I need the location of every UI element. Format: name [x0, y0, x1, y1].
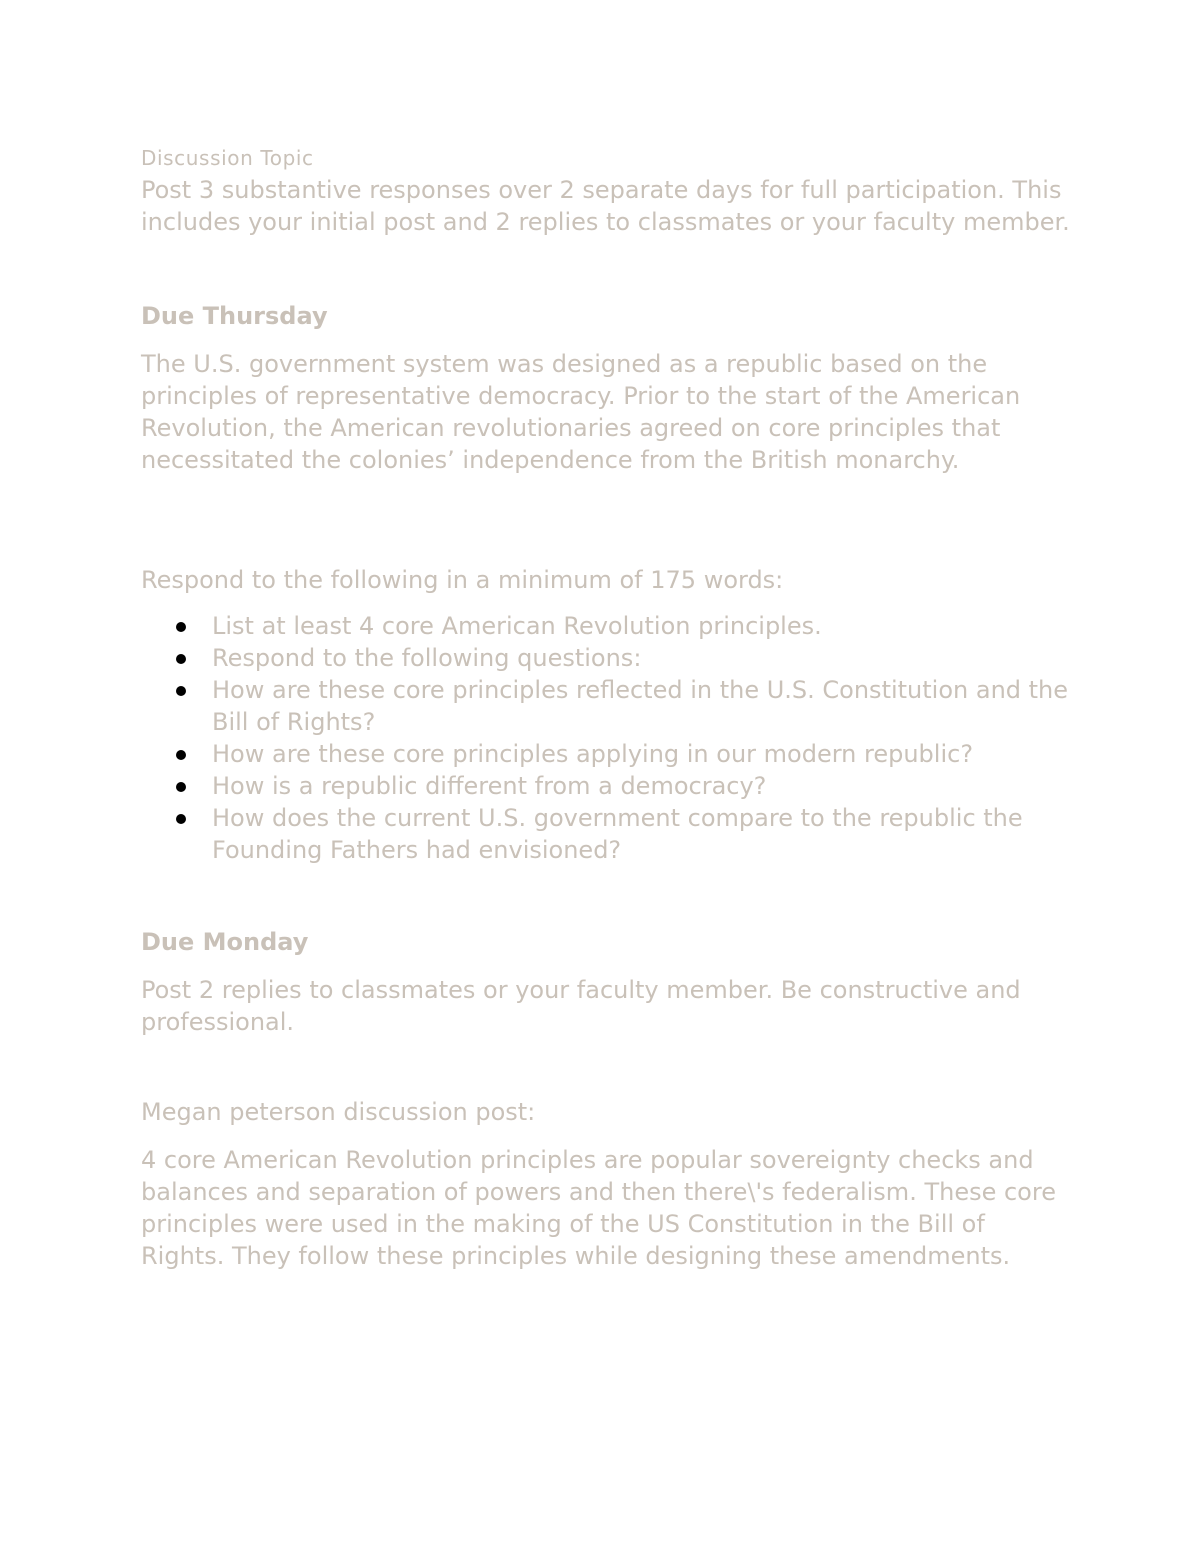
list-item [141, 642, 1071, 674]
respond-prompt: Respond to the following in a minimum of 175 words: [141, 566, 784, 594]
bullet-icon [176, 654, 186, 664]
list-item-text: Respond to the following questions: [212, 644, 642, 672]
discussion-topic-label: Discussion Topic [141, 146, 314, 170]
list-item-text: How are these core principles applying in our modern republic? [212, 740, 974, 768]
list-item [141, 770, 1071, 802]
bullet-icon [176, 686, 186, 696]
list-item [141, 738, 1071, 770]
list-item [141, 610, 1071, 642]
bullet-icon [176, 622, 186, 632]
post-title: Megan peterson discussion post: [141, 1098, 536, 1126]
bullet-icon [176, 750, 186, 760]
list-item-text: How is a republic different from a democracy? [212, 772, 767, 800]
bullet-icon [176, 814, 186, 824]
bullet-icon [176, 782, 186, 792]
document-page [141, 144, 1071, 1272]
post-body: 4 core American Revolution principles are popular sovereignty checks and balances and separation of powers and then there\'s federalism. These core principles were used in the making of the US Constitution in the Bill of Rights. They follow these principles while designing these amendments. [141, 1146, 1056, 1270]
intro-paragraph: Post 3 substantive responses over 2 separate days for full participation. This includes your initial post and 2 replies to classmates or your faculty member. [141, 176, 1070, 236]
due-monday-paragraph: Post 2 replies to classmates or your faculty member. Be constructive and professional. [141, 976, 1021, 1036]
due-monday-heading: Due Monday [141, 928, 309, 956]
due-thursday-heading: Due Thursday [141, 302, 328, 330]
list-item [141, 802, 1071, 866]
list-item-text: How does the current U.S. government compare to the republic the Founding Fathers had envisioned? [212, 804, 1023, 864]
list-item [141, 674, 1071, 738]
list-item-text: How are these core principles reflected in the U.S. Constitution and the Bill of Rights? [212, 676, 1069, 736]
question-list [141, 610, 1071, 866]
list-item-text: List at least 4 core American Revolution principles. [212, 612, 822, 640]
due-thursday-paragraph: The U.S. government system was designed as a republic based on the principles of representative democracy. Prior to the start of the American Revolution, the American revolutionaries agreed on core principles that necessitated the colonies’ independence from the British monarchy. [141, 350, 1021, 474]
